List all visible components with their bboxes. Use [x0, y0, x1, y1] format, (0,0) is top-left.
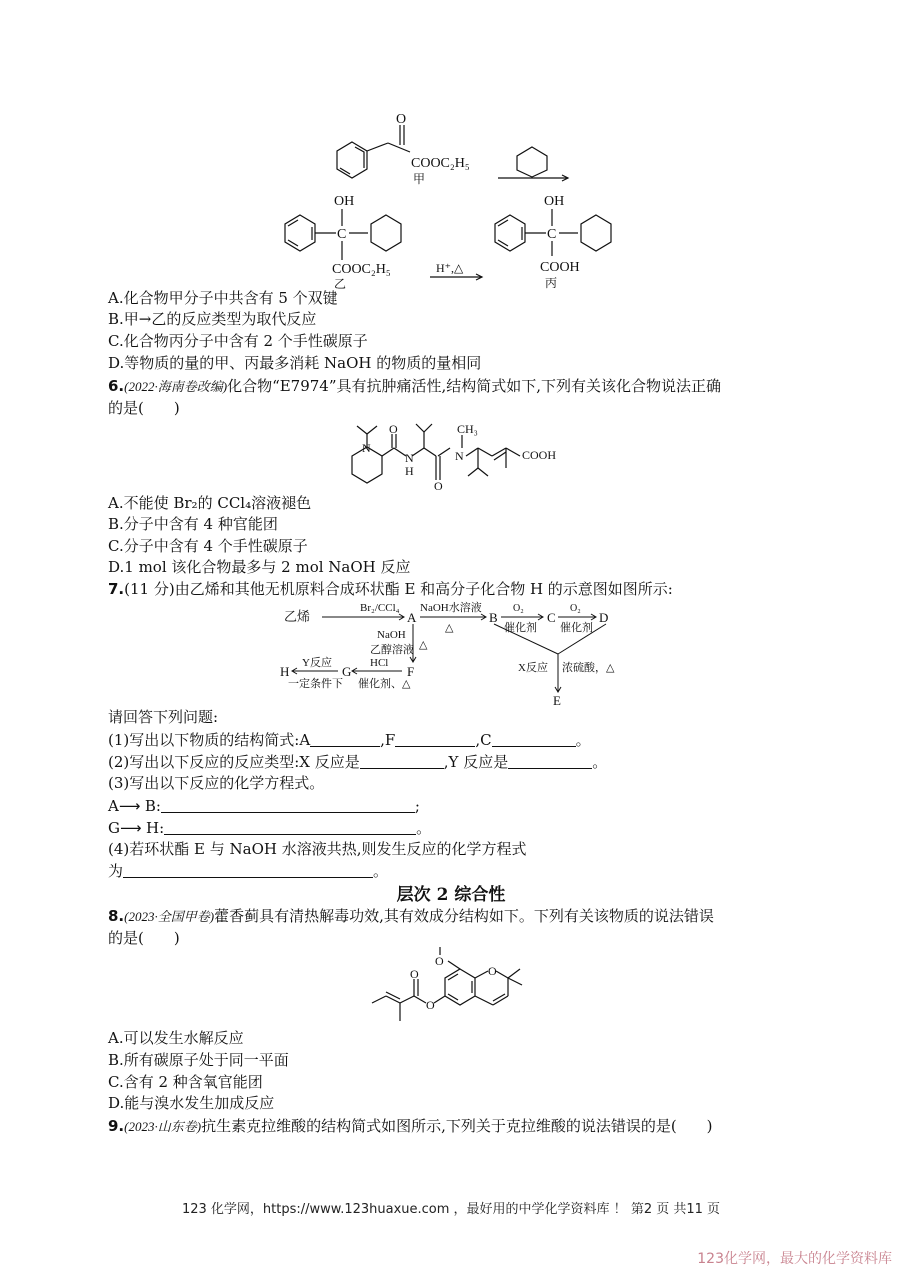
q5-yi-c: C — [337, 227, 347, 242]
q6-ch3: CH₃ — [457, 422, 478, 436]
q7-blank-gh[interactable] — [164, 820, 416, 835]
q7-ethanol: 乙醇溶液 — [370, 644, 414, 656]
q7-a: A — [407, 610, 417, 625]
q7-sub1: (1)写出以下物质的结构简式:A ,F ,C 。 — [108, 731, 591, 749]
q5-option-b: B.甲→乙的反应类型为取代反应 — [108, 310, 317, 328]
q7-g: G — [342, 664, 352, 679]
q7-c: C — [547, 610, 556, 625]
q7-blank-c[interactable] — [492, 732, 576, 747]
q6-structure — [330, 420, 580, 495]
q7-eq-ab: A⟶ B: ; — [108, 797, 420, 815]
q5-yi-ester: COOC₂H₅ — [332, 262, 391, 277]
q6-cooh: COOH — [522, 448, 557, 462]
q8-option-c: C.含有 2 种含氧官能团 — [108, 1073, 263, 1091]
q7-hcl: HCl — [370, 657, 389, 669]
q7-o2-2: O₂ — [570, 603, 581, 614]
q7-d: D — [599, 610, 609, 625]
q5-yi-oh: OH — [334, 194, 355, 209]
q6-option-c: C.分子中含有 4 个手性碳原子 — [108, 537, 308, 555]
q9-source: (2023·山东卷) — [124, 1119, 202, 1134]
q7-flow-diagram — [280, 598, 640, 710]
q7-o2-1: O₂ — [513, 603, 524, 614]
q7-heat1: △ — [445, 622, 454, 634]
q7-start: 乙烯 — [284, 609, 311, 624]
page-footer: 123 化学网，https://www.123huaxue.com ，最好用的中学化学资料库 ！ 第2 页 共11 页 — [181, 1202, 721, 1217]
q5-bing-cooh: COOH — [540, 260, 580, 275]
q6-option-b: B.分子中含有 4 种官能团 — [108, 515, 278, 533]
q8-option-a: A.可以发生水解反应 — [108, 1029, 244, 1047]
q7-yr: Y反应 — [302, 657, 332, 669]
q7-naoh: NaOH — [377, 629, 406, 641]
q7-cat-heat: 催化剂、△ — [358, 678, 411, 690]
q7-blank-x[interactable] — [360, 754, 444, 769]
q6-option-d: D.1 mol 该化合物最多与 2 mol NaOH 反应 — [108, 558, 411, 576]
q7-e: E — [553, 693, 561, 708]
q5-yi-label: 乙 — [334, 277, 347, 290]
q6-n2: N — [405, 451, 414, 465]
watermark: 123化学网，最大的化学资料库 — [697, 1251, 892, 1267]
q8-source: (2023·全国甲卷) — [124, 909, 215, 924]
q7-h: H — [280, 664, 290, 679]
q6-o2: O — [434, 479, 443, 493]
q6-o1: O — [389, 422, 398, 436]
q7-heat2: △ — [419, 639, 428, 651]
section-heading: 层次 2 综合性 — [396, 885, 506, 905]
q6-stem: 6.(2022·海南卷改编)化合物“E7974”具有抗肿痛活性,结构简式如下,下列有关该化合物说法正确 — [108, 377, 722, 395]
q8-option-d: D.能与溴水发生加成反应 — [108, 1094, 275, 1112]
q7-sub3: (3)写出以下反应的化学方程式。 — [108, 774, 325, 792]
q7-sub4: (4)若环状酯 E 与 NaOH 水溶液共热,则发生反应的化学方程式 — [108, 840, 527, 858]
q5-option-a: A.化合物甲分子中共含有 5 个双键 — [108, 289, 338, 307]
q5-bing-label: 丙 — [545, 276, 558, 290]
q8-stem: 8.(2023·全国甲卷)藿香蓟具有清热解毒功效,其有效成分结构如下。下列有关该物质的说法错误 — [108, 907, 714, 925]
q7-xr: X反应 — [518, 662, 548, 674]
q6-n3: N — [455, 449, 464, 463]
q7-blank-e[interactable] — [123, 863, 373, 878]
q7-eq-gh: G⟶ H: 。 — [108, 819, 432, 837]
q7-blank-f[interactable] — [395, 732, 475, 747]
q6-stem-2: 的是( ) — [108, 399, 180, 417]
q7-blank-ab[interactable] — [161, 798, 415, 813]
q5-cond2: H⁺,△ — [436, 261, 464, 275]
q8-structure — [360, 945, 550, 1027]
q6-n1: N — [362, 441, 371, 455]
q7-f: F — [407, 664, 415, 679]
q8-o1: O — [435, 954, 444, 968]
q6-option-a: A.不能使 Br₂的 CCl₄溶液褪色 — [108, 494, 312, 512]
q5-jia-ester: COOC₂H₅ — [411, 156, 470, 171]
q6-source: (2022·海南卷改编) — [124, 379, 228, 394]
q7-intro: 请回答下列问题: — [108, 708, 219, 726]
q8-o3: O — [410, 967, 419, 981]
q6-h: H — [405, 464, 414, 478]
q8-o4: O — [426, 998, 435, 1012]
q7-cond: 一定条件下 — [288, 678, 343, 690]
q7-b: B — [489, 610, 498, 625]
q7-r1: Br₂/CCl₄ — [360, 602, 400, 614]
q5-o-label: O — [396, 112, 407, 127]
q5-bing-oh: OH — [544, 194, 565, 209]
q5-option-c: C.化合物丙分子中含有 2 个手性碳原子 — [108, 332, 368, 350]
q5-option-d: D.等物质的量的甲、丙最多消耗 NaOH 的物质的量相同 — [108, 354, 482, 372]
q8-option-b: B.所有碳原子处于同一平面 — [108, 1051, 289, 1069]
q8-stem-2: 的是( ) — [108, 929, 180, 947]
q5-jia-label: 甲 — [413, 172, 426, 186]
q5-bing-c: C — [547, 227, 557, 242]
q5-reaction-scheme — [270, 105, 650, 290]
q7-r2: NaOH水溶液 — [420, 602, 482, 614]
q7-stem: 7.(11 分)由乙烯和其他无机原料合成环状酯 E 和高分子化合物 H 的示意图如图所示: — [108, 580, 673, 598]
q7-sub4-2: 为 。 — [108, 862, 389, 880]
q8-o2: O — [488, 964, 497, 978]
q7-h2so4: 浓硫酸，△ — [562, 662, 615, 674]
q7-sub2: (2)写出以下反应的反应类型:X 反应是 ,Y 反应是 。 — [108, 753, 608, 771]
q7-cat1: 催化剂 — [504, 622, 537, 634]
q7-blank-a[interactable] — [310, 732, 380, 747]
q7-blank-y[interactable] — [508, 754, 592, 769]
q9-stem: 9.(2023·山东卷)抗生素克拉维酸的结构简式如图所示,下列关于克拉维酸的说法错误的是( ) — [108, 1117, 713, 1135]
q7-cat2: 催化剂 — [560, 622, 593, 634]
